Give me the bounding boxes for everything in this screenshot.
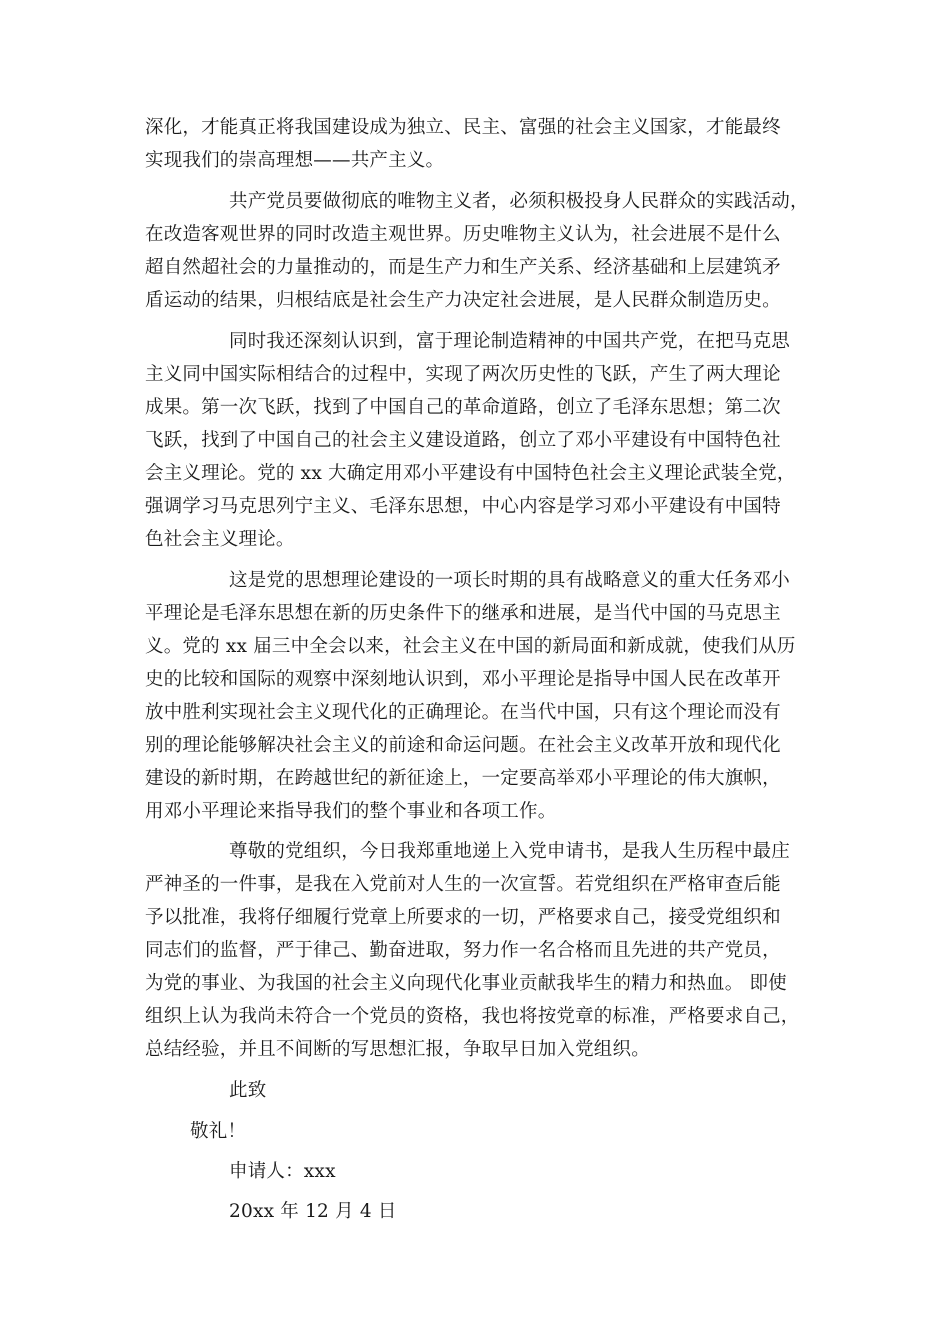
text-line: 实现我们的崇高理想——共产主义。 <box>145 150 445 171</box>
text-line: 在改造客观世界的同时改造主观世界。历史唯物主义认为，社会进展不是什么 <box>145 224 781 245</box>
text-line: 义。党的 xx 届三中全会以来，社会主义在中国的新局面和新成就，使我们从历 <box>145 636 796 657</box>
salutation-text: 敬礼！ <box>190 1121 247 1142</box>
text-line: 强调学习马克思列宁主义、毛泽东思想，中心内容是学习邓小平建设有中国特 <box>145 496 781 517</box>
text-line: 总结经验，并且不间断的写思想汇报，争取早日加入党组织。 <box>145 1039 650 1060</box>
text-line: 予以批准，我将仔细履行党章上所要求的一切，严格要求自己，接受党组织和 <box>145 907 781 928</box>
text-line: 主义同中国实际相结合的过程中，实现了两次历史性的飞跃，产生了两大理论 <box>145 364 781 385</box>
text-line: 色社会主义理论。 <box>145 529 295 550</box>
applicant-signature: 申请人：xxx <box>229 1161 336 1182</box>
text-line: 别的理论能够解决社会主义的前途和命运问题。在社会主义改革开放和现代化 <box>145 735 781 756</box>
text-line: 用邓小平理论来指导我们的整个事业和各项工作。 <box>145 801 557 822</box>
text-line: 飞跃，找到了中国自己的社会主义建设道路，创立了邓小平建设有中国特色社 <box>145 430 781 451</box>
document-date: 20xx 年 12 月 4 日 <box>229 1201 397 1222</box>
text-line: 盾运动的结果，归根结底是社会生产力决定社会进展，是人民群众制造历史。 <box>145 290 781 311</box>
text-line: 这是党的思想理论建设的一项长时期的具有战略意义的重大任务邓小 <box>229 570 791 591</box>
text-line: 组织上认为我尚未符合一个党员的资格，我也将按党章的标准，严格要求自己， <box>145 1006 800 1027</box>
text-line: 放中胜利实现社会主义现代化的正确理论。在当代中国，只有这个理论而没有 <box>145 702 781 723</box>
text-line: 建设的新时期，在跨越世纪的新征途上，一定要高举邓小平理论的伟大旗帜， <box>145 768 781 789</box>
text-line: 深化，才能真正将我国建设成为独立、民主、富强的社会主义国家，才能最终 <box>145 117 781 138</box>
text-line: 会主义理论。党的 xx 大确定用邓小平建设有中国特色社会主义理论武装全党， <box>145 463 796 484</box>
text-line: 超自然超社会的力量推动的，而是生产力和生产关系、经济基础和上层建筑矛 <box>145 257 781 278</box>
text-line: 史的比较和国际的观察中深刻地认识到，邓小平理论是指导中国人民在改革开 <box>145 669 781 690</box>
text-line: 为党的事业、为我国的社会主义向现代化事业贡献我毕生的精力和热血。 即使 <box>145 973 787 994</box>
text-line: 严神圣的一件事，是我在入党前对人生的一次宣誓。若党组织在严格审查后能 <box>145 874 781 895</box>
closing-text: 此致 <box>229 1080 267 1101</box>
text-line: 平理论是毛泽东思想在新的历史条件下的继承和进展，是当代中国的马克思主 <box>145 603 781 624</box>
text-line: 同志们的监督，严于律己、勤奋进取，努力作一名合格而且先进的共产党员， <box>145 940 781 961</box>
text-line: 尊敬的党组织，今日我郑重地递上入党申请书，是我人生历程中最庄 <box>229 841 791 862</box>
text-line: 共产党员要做彻底的唯物主义者，必须积极投身人民群众的实践活动， <box>229 191 809 212</box>
text-line: 成果。第一次飞跃，找到了中国自己的革命道路，创立了毛泽东思想；第二次 <box>145 397 781 418</box>
text-line: 同时我还深刻认识到，富于理论制造精神的中国共产党，在把马克思 <box>229 331 791 352</box>
